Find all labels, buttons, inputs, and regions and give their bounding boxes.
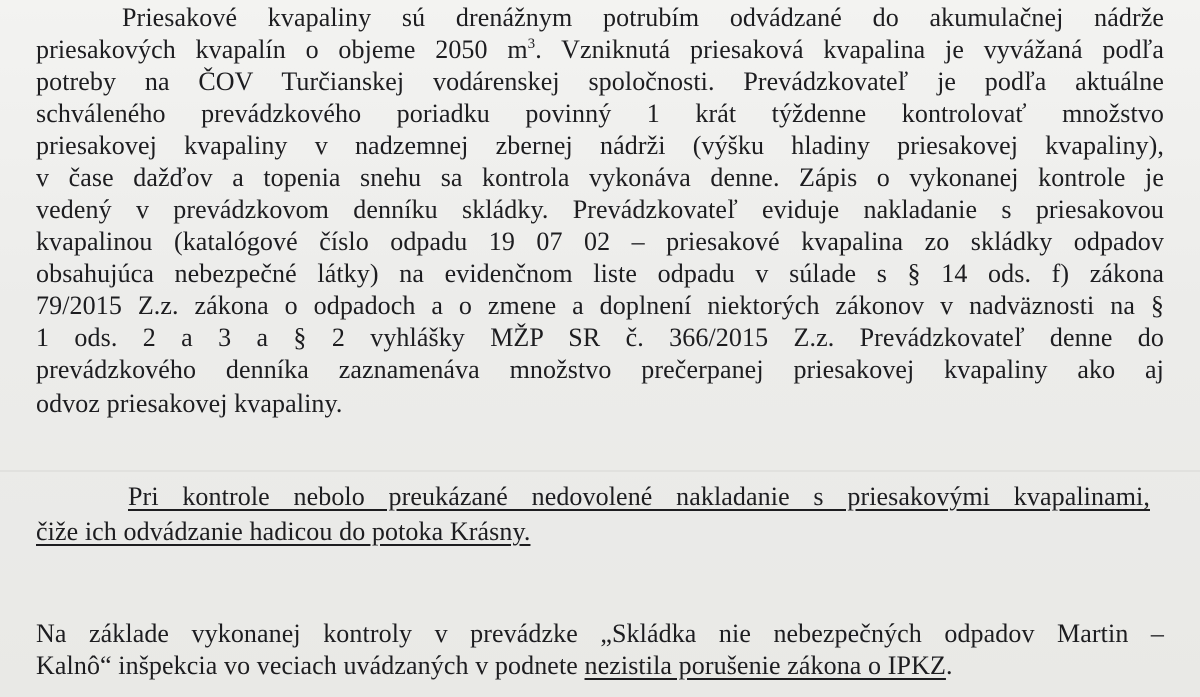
p3-line-2-start: Kalnô“ inšpekcia vo veciach uvádzaných v podnete (36, 651, 585, 680)
paper-fold (0, 470, 1200, 472)
p1-line-7: vedený v prevádzkovom denníku skládky. Prevádzkovateľ eviduje nakladanie s priesakovou (36, 195, 1164, 224)
p1-line-2 (36, 35, 1164, 65)
p1-line-4: schváleného prevádzkového poriadku povinný 1 krát týždenne kontrolovať množstvo (36, 99, 1164, 128)
p3-line-2 (36, 651, 1164, 681)
p1-line-8: kvapalinou (katalógové číslo odpadu 19 07 02 – priesakové kvapalina zo skládky odpadov (36, 227, 1164, 256)
superscript-3: 3 (527, 36, 536, 52)
p2-line-1: Pri kontrole nebolo preukázané nedovolené nakladanie s priesakovými kvapalinami, (128, 482, 1150, 511)
p1-line-5: priesakovej kvapaliny v nadzemnej zbernej nádrži (výšku hladiny priesakovej kvapaliny), (36, 131, 1164, 160)
p1-line-3: potreby na ČOV Turčianskej vodárenskej spoločnosti. Prevádzkovateľ je podľa aktuálne (36, 67, 1164, 96)
p1-line-1: Priesakové kvapaliny sú drenážnym potrubím odvádzané do akumulačnej nádrže (122, 3, 1164, 32)
p1-line-2-start: priesakových kvapalín o objeme 2050 m (36, 35, 528, 64)
p1-line-6: v čase dažďov a topenia snehu sa kontrola vykonáva denne. Zápis o vykonanej kontrole je (36, 163, 1164, 192)
p2-line-2: čiže ich odvádzanie hadicou do potoka Krásny. (36, 517, 531, 546)
p1-line-2-end: . Vzniknutá priesaková kvapalina je vyvážaná podľa (535, 35, 1164, 64)
p1-line-9: obsahujúca nebezpečné látky) na evidenčnom liste odpadu v súlade s § 14 ods. f) zákona (36, 259, 1164, 288)
p1-line-10: 79/2015 Z.z. zákona o odpadoch a o zmene a doplnení niektorých zákonov v nadväznosti na § (36, 291, 1164, 320)
conclusion-underlined-text: nezistila porušenie zákona o IPKZ (584, 651, 946, 680)
p1-line-12: prevádzkového denníka zaznamenáva množstvo prečerpanej priesakovej kvapaliny ako aj (36, 355, 1164, 384)
p3-line-2-end: . (945, 651, 953, 680)
p1-line-13: odvoz priesakovej kvapaliny. (36, 389, 343, 418)
p3-line-1: Na základe vykonanej kontroly v prevádzke „Skládka nie nebezpečných odpadov Martin – (36, 619, 1164, 648)
p1-line-11: 1 ods. 2 a 3 a § 2 vyhlášky MŽP SR č. 366/2015 Z.z. Prevádzkovateľ denne do (36, 323, 1164, 352)
